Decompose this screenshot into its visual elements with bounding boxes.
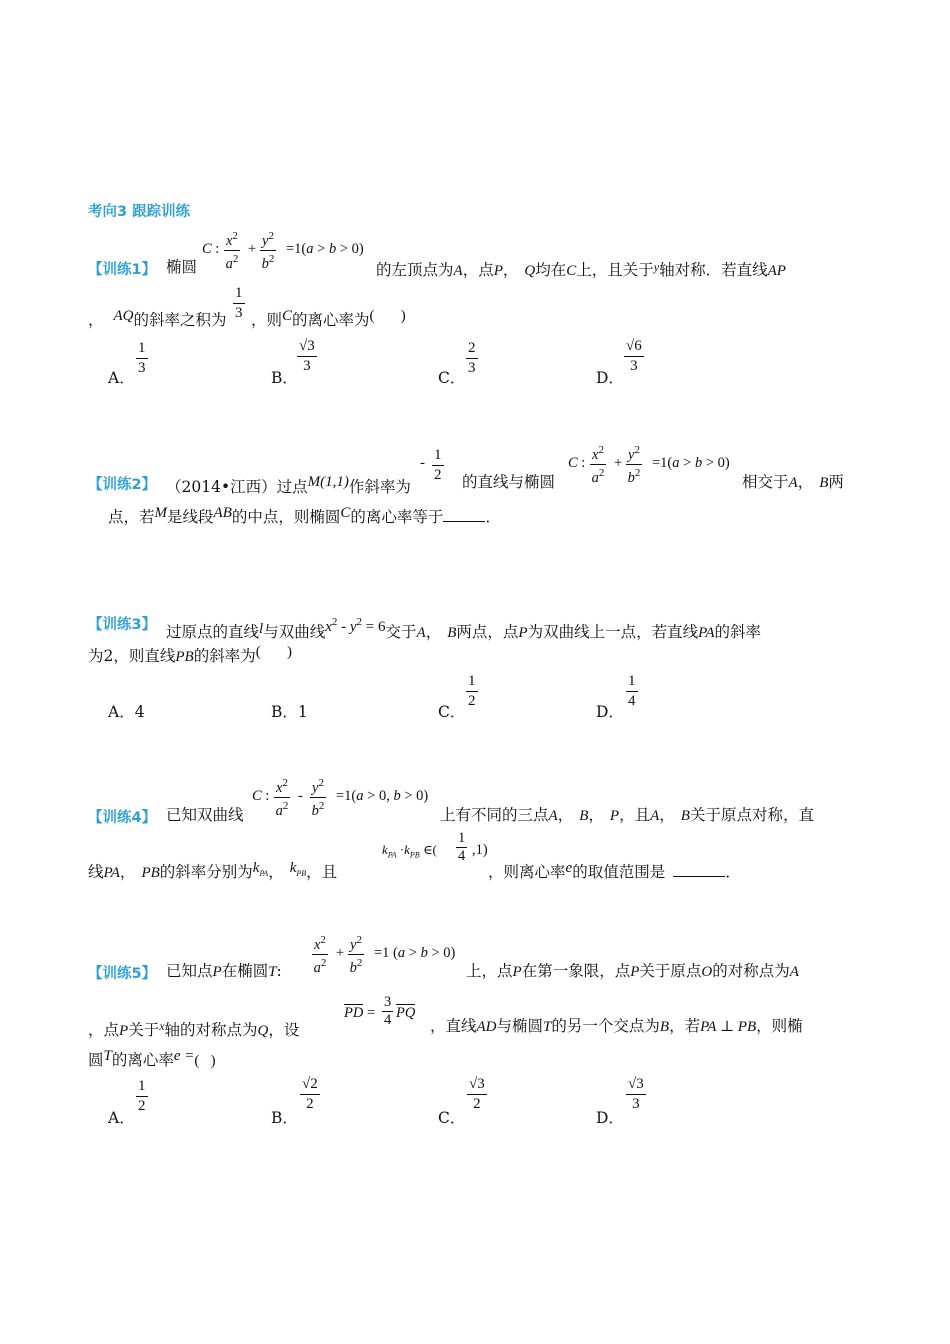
- problem-2-text-3: 相交于A， B两: [742, 473, 844, 491]
- problem-5-text-1: 已知点P在椭圆T:: [166, 962, 282, 980]
- problem-3-text-2: 为2，则直线PB的斜率为( ): [88, 644, 292, 665]
- problem-5-text-2: 上，点P在第一象限，点P关于原点O的对称点为A: [466, 962, 799, 980]
- problem-1-text-1: 的左顶点为A，点P， Q均在C上，且关于$^y$轴对称．若直线AP: [376, 260, 786, 279]
- problem-4-text-1: 已知双曲线: [166, 806, 244, 824]
- problem-4-text-3: 线PA， PB的斜率分别为$k_{PA}$， $k_{PB}$，且: [88, 860, 338, 881]
- problem-2-tag: 【训练2】: [88, 477, 157, 493]
- problem-1-tag: 【训练1】: [88, 262, 157, 278]
- problem-1-option-b-value: $\frac{√3}{3}$: [299, 338, 315, 374]
- problem-1-text-3: ，则C的离心率为( ): [251, 308, 406, 329]
- problem-1-option-c-value: $\frac{2}{3}$: [468, 340, 476, 376]
- problem-5-text-5: 圆T的离心率e =( ): [88, 1048, 216, 1069]
- problem-5-option-d-value: $\frac{√3}{3}$: [628, 1076, 644, 1112]
- problem-5-option-c-value: $\frac{√3}{2}$: [469, 1076, 485, 1112]
- problem-5-option-a-value: $\frac{1}{2}$: [138, 1078, 146, 1114]
- problem-1-option-b[interactable]: B．: [271, 369, 298, 387]
- problem-3-option-d-value: $\frac{1}{4}$: [628, 673, 636, 709]
- problem-2-text-1: （2014•江西）过点M(1,1)作斜率为: [166, 474, 411, 496]
- problem-3-tag: 【训练3】: [88, 617, 157, 633]
- problem-5-tag: 【训练5】: [88, 966, 157, 982]
- problem-1-ratio: $\frac{1}{3}$: [235, 285, 243, 321]
- problem-4-text-2: 上有不同的三点A， B， P，且A， B关于原点对称，直: [440, 806, 814, 824]
- problem-2-slope: - 1 2: [420, 447, 442, 483]
- problem-1-text-2: ， AQ的斜率之积为: [88, 308, 227, 329]
- problem-5-option-c[interactable]: C．: [438, 1109, 466, 1127]
- problem-5-option-b-value: $\frac{√2}{2}$: [302, 1076, 318, 1112]
- problem-1-option-a-value: $\frac{1}{3}$: [138, 340, 146, 376]
- problem-2-text-2: 的直线与椭圆: [462, 473, 556, 491]
- problem-3-option-c-value: $\frac{1}{2}$: [468, 673, 476, 709]
- problem-1-option-d-value: $\frac{√6}{3}$: [626, 338, 642, 374]
- problem-5-text-3: ，点P关于$^x$轴的对称点为Q，设: [88, 1019, 300, 1039]
- problem-5-text-4: ，直线AD与椭圆T的另一个交点为B，若PA ⊥ PB，则椭: [430, 1017, 803, 1035]
- problem-4-text-4: ，则离心率e的取值范围是 ．: [488, 860, 741, 881]
- problem-3-option-d[interactable]: D．: [596, 703, 624, 721]
- section-title: 考向3 跟踪训练: [88, 204, 191, 220]
- problem-2-text-4: 点，若M是线段AB的中点，则椭圆C的离心率等于 ．: [108, 505, 501, 526]
- problem-3-option-a[interactable]: A．4: [108, 703, 145, 721]
- problem-4-tag: 【训练4】: [88, 810, 157, 826]
- problem-1-option-d[interactable]: D．: [596, 369, 624, 387]
- problem-5-option-d[interactable]: D．: [596, 1109, 624, 1127]
- problem-1-option-a[interactable]: A．: [108, 369, 135, 387]
- problem-1-text-pre: 椭圆: [166, 258, 198, 276]
- problem-5-option-a[interactable]: A．: [108, 1109, 135, 1127]
- problem-5-option-b[interactable]: B．: [271, 1109, 298, 1127]
- problem-1-option-c[interactable]: C．: [438, 369, 466, 387]
- problem-3-text-1: 过原点的直线l与双曲线$x^2 - y^2 = 6$交于A， B两点，点P为双曲线上一点，若直线PA的斜率: [166, 616, 762, 641]
- problem-3-option-c[interactable]: C．: [438, 703, 466, 721]
- problem-3-option-b[interactable]: B．1: [271, 703, 308, 721]
